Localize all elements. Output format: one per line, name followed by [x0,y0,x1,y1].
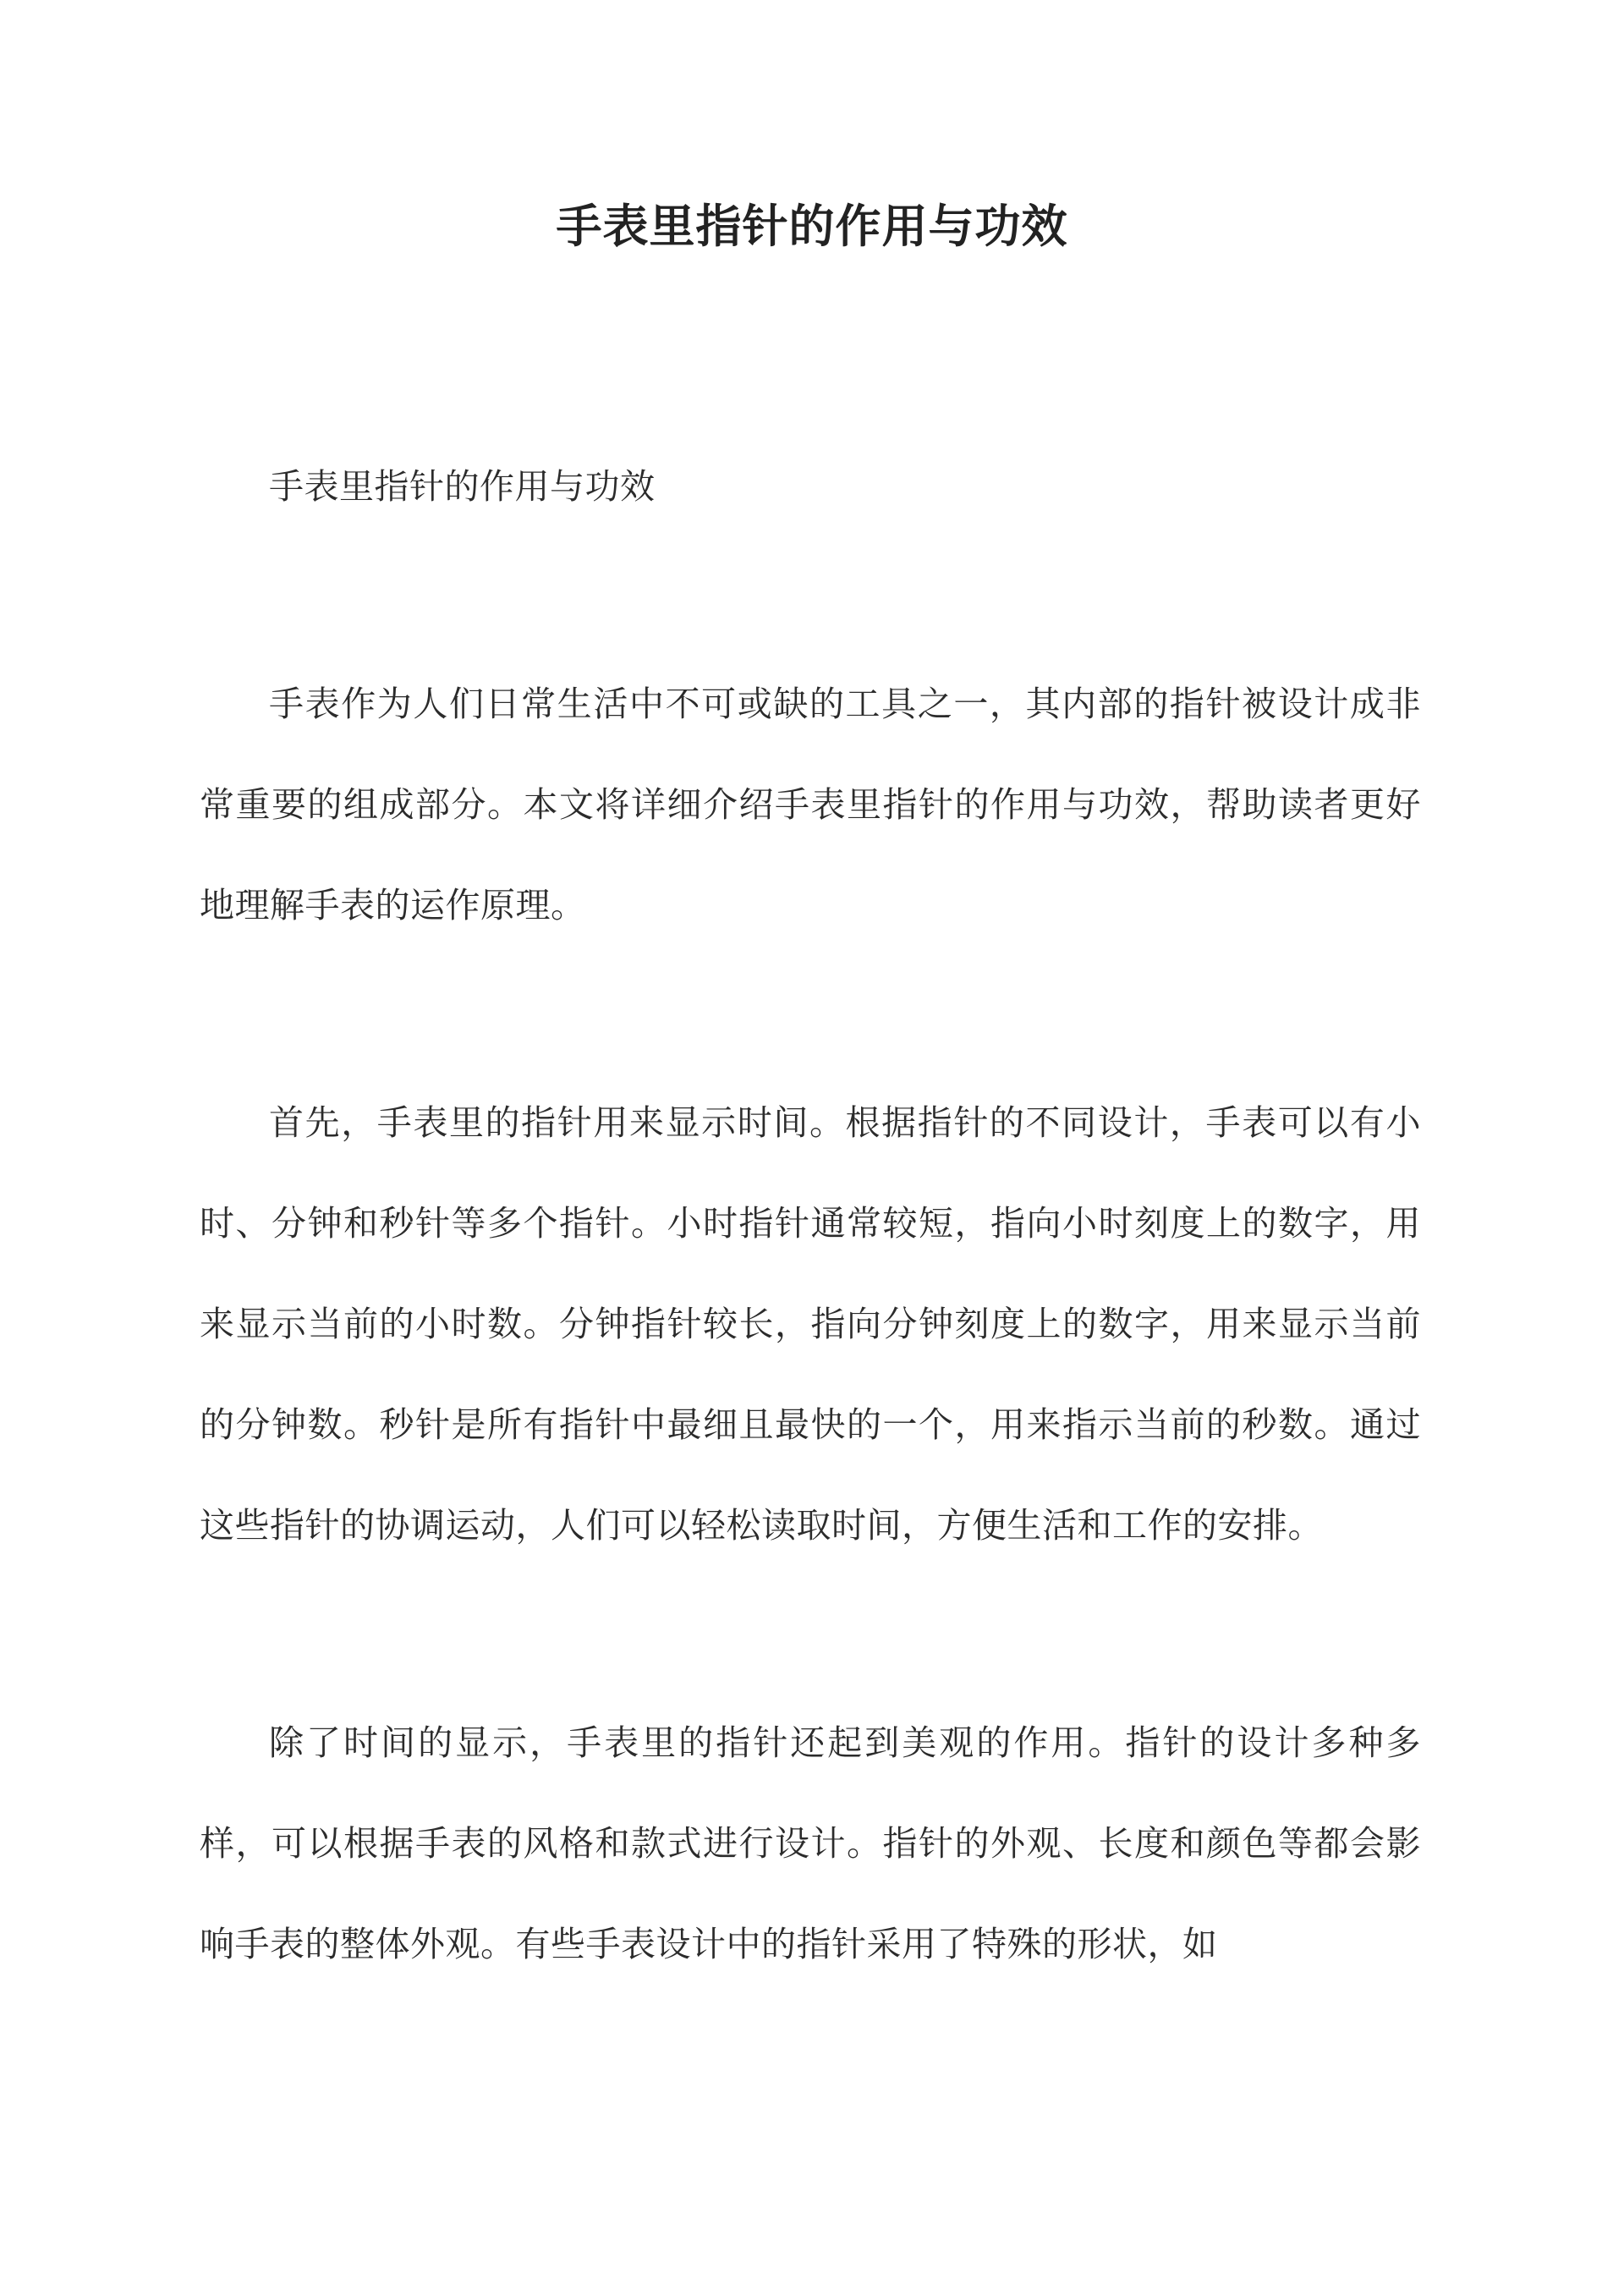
document-title: 手表里指针的作用与功效 [556,199,1068,253]
subtitle-paragraph: 手表里指针的作用与功效 [269,466,656,507]
time-display-paragraph: 首先，手表里的指针用来显示时间。根据指针的不同设计，手表可以有小时、分钟和秒针等多个指针。小时指针通常较短，指向小时刻度上的数字，用来显示当前的小时数。分钟指针较长，指向分钟刻度上的数字，用来显示当前的分钟数。秒针是所有指针中最细且最快的一个，用来指示当前的秒数。通过这些指针的协调运动，人们可以轻松读取时间，方便生活和工作的安排。 [200,1102,1421,1546]
document-body [200,437,1421,1995]
aesthetic-paragraph: 除了时间的显示，手表里的指针还起到美观的作用。指针的设计多种多样，可以根据手表的风格和款式进行设计。指针的外观、长度和颜色等都会影响手表的整体外观。有些手表设计中的指针采用了特殊的形状，如 [200,1722,1421,1964]
intro-paragraph: 手表作为人们日常生活中不可或缺的工具之一，其内部的指针被设计成非常重要的组成部分。本文将详细介绍手表里指针的作用与功效，帮助读者更好地理解手表的运作原理。 [200,684,1421,926]
